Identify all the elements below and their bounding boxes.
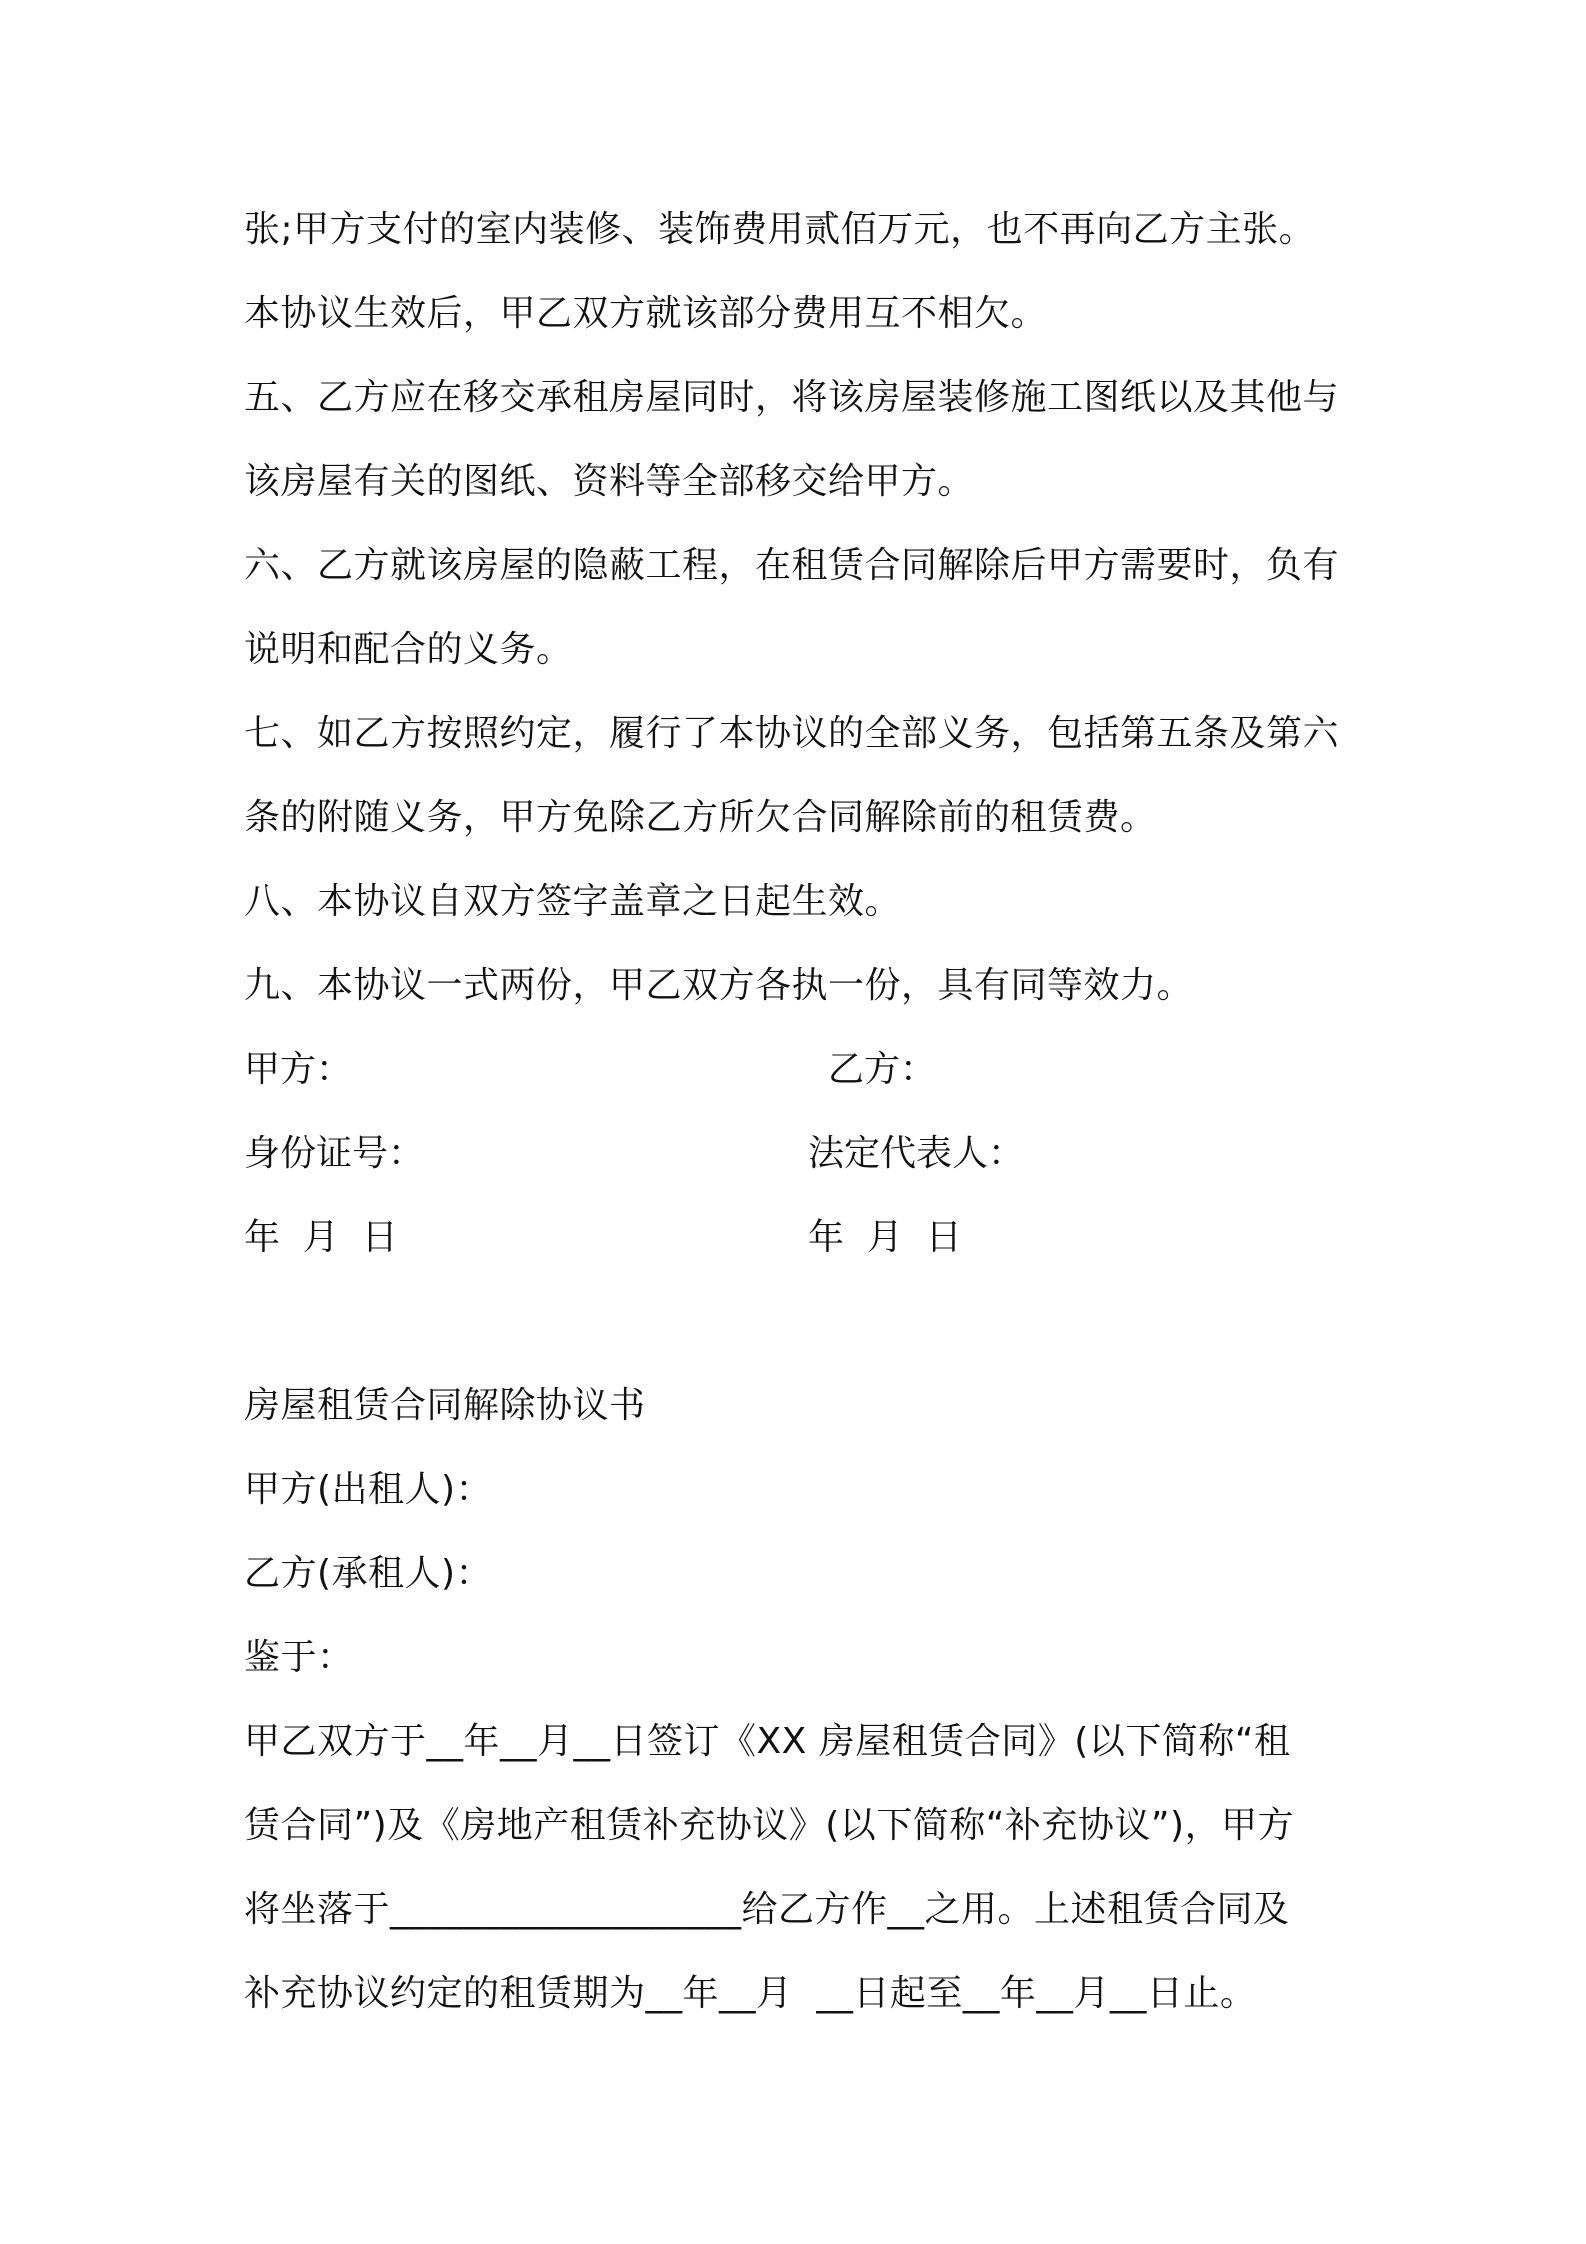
legal-representative-label: 法定代表人： [808,1133,1025,1174]
body-line: 补充协议约定的租赁期为__年__月 __日起至__年__月__日止。 [244,1973,1257,2014]
body-line: 赁合同”)及《房地产租赁补充协议》(以下简称“补充协议”)，甲方 [244,1805,1295,1846]
clause-9-line: 九、本协议一式两份，甲乙双方各执一份，具有同等效力。 [244,965,1194,1006]
body-line: 甲乙双方于__年__月__日签订《XX 房屋租赁合同》(以下简称“租 [244,1721,1291,1762]
paragraph-line: 张;甲方支付的室内装修、装饰费用贰佰万元，也不再向乙方主张。 [244,209,1316,250]
clause-8-line: 八、本协议自双方签字盖章之日起生效。 [244,881,902,922]
date-left: 年 月 日 [244,1217,398,1258]
agreement-title: 房屋租赁合同解除协议书 [244,1385,646,1426]
body-line: 将坐落于___________________给乙方作__之用。上述租赁合同及 [244,1889,1290,1930]
date-right: 年 月 日 [808,1217,962,1258]
lessor-label: 甲方(出租人)： [244,1469,493,1510]
whereas-label: 鉴于： [244,1637,354,1678]
lessee-label: 乙方(承租人)： [244,1553,493,1594]
clause-7-line: 条的附随义务，甲方免除乙方所欠合同解除前的租赁费。 [244,797,1157,838]
clause-6-line: 六、乙方就该房屋的隐蔽工程，在租赁合同解除后甲方需要时，负有 [244,545,1340,586]
party-b-label: 乙方： [828,1049,937,1090]
clause-5-line: 该房屋有关的图纸、资料等全部移交给甲方。 [244,461,975,502]
clause-5-line: 五、乙方应在移交承租房屋同时，将该房屋装修施工图纸以及其他与 [244,377,1340,418]
clause-7-line: 七、如乙方按照约定，履行了本协议的全部义务，包括第五条及第六 [244,713,1340,754]
paragraph-line: 本协议生效后，甲乙双方就该部分费用互不相欠。 [244,293,1048,334]
party-a-label: 甲方： [244,1049,353,1090]
id-number-label: 身份证号： [244,1133,425,1174]
clause-6-line: 说明和配合的义务。 [244,629,573,670]
